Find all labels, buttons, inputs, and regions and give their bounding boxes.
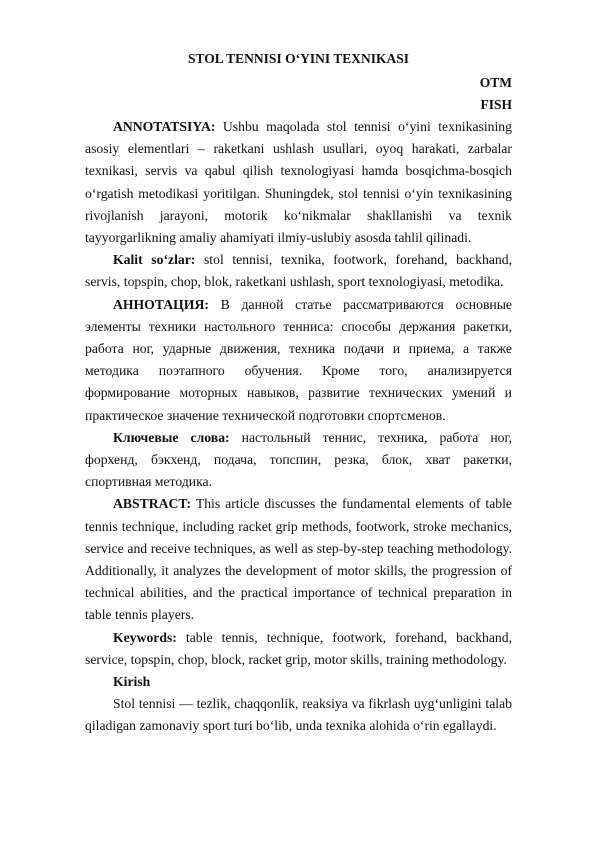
abstract-en [85, 493, 512, 626]
affiliation-otm: OTM [479, 75, 512, 90]
keywords-ru-label: Ключевые слова: [113, 429, 230, 445]
keywords-uz [85, 249, 512, 293]
article-title: STOL TENNISI O‘YINI TEXNIKASI [188, 51, 409, 66]
annotation-ru-text: В данной статье рассматриваются основные элементы техники настольного тенниса: способы держания ракетки, работа ног, ударные движения, техника подачи и приема, а также методика поэтапного обучения. Кроме того, анализируется формирование моторных навыков, развитие технических умений и практическое значение технической подготовки спортсменов. [85, 296, 513, 423]
annotation-ru-label: АННОТАЦИЯ: [113, 296, 209, 312]
affiliation-fish: FISH [480, 97, 512, 112]
annotation-uz-label: ANNOTATSIYA: [113, 119, 216, 134]
annotation-uz [85, 116, 512, 249]
keywords-en-text: table tennis, technique, footwork, forehand, backhand, service, topspin, chop, block, racket grip, motor skills, training methodology. [85, 629, 513, 667]
abstract-en-label: ABSTRACT: [113, 496, 192, 512]
annotation-ru [85, 294, 512, 427]
keywords-uz-label: Kalit so‘zlar: [113, 252, 196, 268]
intro-paragraph: Stol tennisi — tezlik, chaqqonlik, reaksiya va fikrlash uyg‘unligini talab qiladigan zamonaviy sport turi bo‘lib, unda texnika alohida o‘rin egallaydi. [85, 696, 512, 734]
abstract-en-text: This article discusses the fundamental elements of table tennis technique, including racket grip methods, footwork, stroke mechanics, service and receive techniques, as well as step-by-step teaching methodology. Additionally, it analyzes the development of motor skills, the progression of technical abilities, and the practical importance of technical preparation in table tennis players. [85, 496, 512, 623]
annotation-uz-text: Ushbu maqolada stol tennisi o‘yini texnikasining asosiy elementlari – raketkani ushlash usullari, oyoq harakati, zarbalar texnikasi, servis va qabul qilish texnologiyasi hamda bosqichma-bosqich o‘rgatish metodikasi yoritilgan. Shuningdek, stol tennisi o‘yin texnikasining rivojlanish jarayoni, motorik ko‘nikmalar shakllanishi va texnik tayyorgarlikning amaliy ahamiyati ilmiy-uslubiy asosda tahlil qilinadi. [85, 119, 512, 246]
article-page [85, 48, 512, 738]
keywords-ru-text: настольный теннис, техника, работа ног, форхенд, бэкхенд, подача, топспин, резка, блок, хват ракетки, спортивная методика. [85, 429, 512, 490]
intro-heading: Kirish [113, 674, 151, 690]
keywords-uz-text: stol tennisi, texnika, footwork, forehand, backhand, servis, topspin, chop, blok, raketkani ushlash, sport texnologiyasi, metodika. [85, 252, 512, 290]
keywords-en-label: Keywords: [113, 629, 177, 645]
keywords-ru [85, 427, 512, 494]
keywords-en [85, 627, 512, 671]
